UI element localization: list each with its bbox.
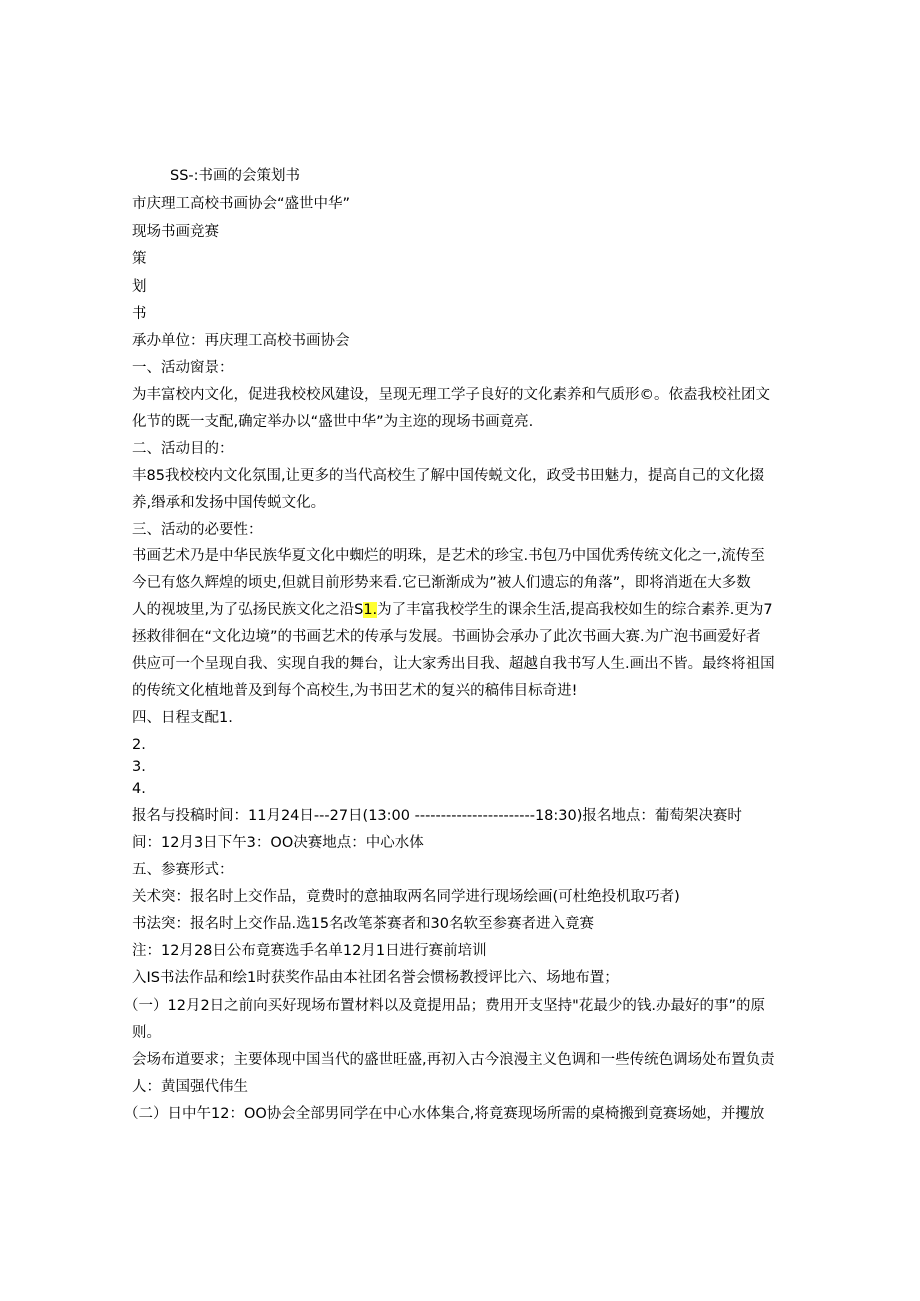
heading-line: 划 bbox=[132, 279, 147, 295]
paragraph-line: 书画艺术乃是中华民族华夏文化中蜘烂的明珠，是艺术的珍宝.书包乃中国优秀传统文化之一,流传至 bbox=[132, 548, 765, 564]
list-number: 4. bbox=[132, 781, 146, 797]
text-fragment: 人的视坡里,为了弘扬民族文化之沿S bbox=[132, 602, 364, 618]
paragraph-line bbox=[132, 600, 773, 620]
paragraph-line: 拯救徘徊在“文化边境”的书画艺术的传承与发展。书画协会承办了此次书画大赛.为广泡书画爱好者 bbox=[132, 629, 761, 645]
list-number: 2. bbox=[132, 737, 146, 753]
paragraph-line: 今已有悠久辉煌的顷史,但就目前形势来看.它已渐渐成为”被人们遗忘的角落”，即将消逝在大多数 bbox=[132, 575, 751, 591]
section-heading-necessity: 三、活动的必要性： bbox=[132, 522, 263, 538]
heading-line: 策 bbox=[132, 251, 147, 267]
paragraph-line: 注：12月28日公布竟赛选手名单12月1日进行赛前培训 bbox=[132, 943, 487, 959]
document-title: SS-:书画的会策划书 bbox=[170, 168, 301, 184]
section-heading-format: 五、参赛形式： bbox=[132, 862, 234, 878]
text-fragment: 为了丰富我校学生的课余生活,提高我校如生的综合素养.更为7 bbox=[377, 602, 773, 618]
paragraph-line: 间：12月3日下午3：OO决赛地点：中心水体 bbox=[132, 835, 424, 851]
paragraph-line: 人：黄国强代伟生 bbox=[132, 1079, 248, 1095]
paragraph-line: 入IS书法作品和绘1时获奖作品由本社团名誉会惯杨教授评比六、场地布置； bbox=[132, 970, 619, 986]
paragraph-line: 则。 bbox=[132, 1025, 161, 1041]
highlighted-text: 1. bbox=[363, 602, 378, 618]
paragraph-line: 的传统文化植地普及到每个高校生,为书田艺术的复兴的稿伟目标奇进! bbox=[132, 683, 578, 699]
heading-line: 现场书画竞赛 bbox=[132, 224, 219, 240]
heading-line: 书 bbox=[132, 306, 147, 322]
paragraph-line: 会场布道要求；主要体现中国当代的盛世旺盛,再初入古今浪漫主义色调和一些传统色调场处布置负责 bbox=[132, 1052, 775, 1068]
paragraph-line: 供应可一个呈现自我、实现自我的舞台，让大家秀出目我、超越自我书写人生.画出不皆。最终将祖国 bbox=[132, 656, 775, 672]
paragraph-line: 化节的既一支配,确定举办以“盛世中华”为主迩的现场书画竟亮. bbox=[132, 414, 534, 430]
paragraph-line: （一）12月2日之前向买好现场布置材料以及竟提用品；费用开支坚持"花最少的钱.办最好的事”的原 bbox=[124, 998, 765, 1014]
organizer-line: 承办单位：再庆理工高校书画协会 bbox=[132, 333, 350, 349]
section-heading-background: 一、活动窗景： bbox=[132, 360, 234, 376]
section-heading-schedule: 四、日程支配1. bbox=[132, 710, 233, 726]
paragraph-line: 书法突：报名时上交作品.选15名改笔茶赛者和30名软至参赛者进入竟赛 bbox=[132, 916, 595, 932]
paragraph-line: 养,缗承和发扬中国传蜕文化。 bbox=[132, 495, 326, 511]
paragraph-line: （二）日中午12：OO协会全部男同学在中心水体集合,将竟赛现场所需的桌椅搬到竟赛场她，并攫放 bbox=[124, 1106, 765, 1122]
section-heading-purpose: 二、活动目的： bbox=[132, 441, 234, 457]
paragraph-line: 关术突：报名时上交作品，竟费时的意抽取两名同学进行现场绘画(可杜绝投机取巧者) bbox=[132, 889, 680, 905]
paragraph-line: 为丰富校内文化，促进我校校风建设，呈现无理工学子良好的文化素养和气质形©。依盍我校社团文 bbox=[132, 387, 770, 403]
heading-line: 市庆理工高校书画协会“盛世中华” bbox=[132, 196, 351, 212]
list-number: 3. bbox=[132, 759, 146, 775]
paragraph-line: 报名与投稿时间：11月24日---27日(13:00 -----------------------18:30)报名地点：葡萄架决赛时 bbox=[132, 808, 742, 824]
paragraph-line: 丰85我校校内文化氛围,让更多的当代高校生了解中国传蜕文化，政受书田魅力，提高自己的文化掇 bbox=[132, 468, 765, 484]
